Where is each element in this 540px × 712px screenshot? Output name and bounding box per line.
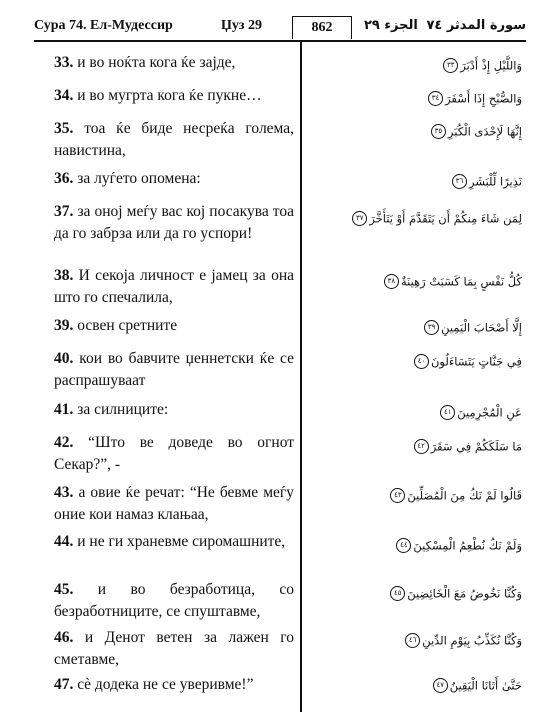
verse-number: 42.	[54, 434, 74, 451]
arabic-text: لِمَن شَاءَ مِنكُمْ أَن يَتَقَدَّمَ أَوْ يَتَأَخَّرَ	[369, 211, 522, 226]
ayah-marker: ٤٧	[433, 678, 448, 693]
verse-text: кои во бавчите џеннетски ќе се распрашуваат	[54, 350, 294, 389]
ayah-marker: ٤٠	[414, 354, 429, 369]
verse-text: а овие ќе речат: “Не бевме меѓу оние кои намаз клањаа,	[54, 484, 294, 523]
ayah-marker: ٣٨	[384, 274, 399, 289]
ayah-marker: ٣٧	[352, 211, 367, 226]
verse-40-translation	[54, 348, 294, 392]
verse-text: и не ги храневме сиромашните,	[77, 533, 286, 550]
verse-41-translation	[54, 399, 294, 421]
verse-42-arabic	[318, 437, 522, 455]
sura-title: Сура 74. Ел-Мудессир	[34, 18, 173, 33]
verse-number: 35.	[54, 120, 74, 137]
arabic-text: وَلَمْ نَكُ نُطْعِمُ الْمِسْكِينَ	[413, 538, 522, 553]
juz-label: Џуз 29	[221, 18, 263, 33]
verse-number: 47.	[54, 676, 74, 693]
verse-47-arabic	[318, 676, 522, 694]
ayah-marker: ٤٤	[396, 538, 411, 553]
verse-text: и во ноќта кога ќе зајде,	[77, 54, 236, 71]
ayah-marker: ٤٥	[390, 586, 405, 601]
verse-text: и во безработица, со безработниците, се спуштавме,	[54, 581, 294, 620]
verse-number: 41.	[54, 401, 74, 418]
verse-36-translation	[54, 168, 294, 190]
verse-number: 45.	[54, 581, 74, 598]
verse-number: 34.	[54, 87, 74, 104]
verse-38-translation	[54, 265, 294, 309]
verse-text: “Што ве доведе во огнот Секар?”, -	[54, 434, 295, 473]
arabic-text: وَكُنَّا نَخُوضُ مَعَ الْخَائِضِينَ	[407, 586, 522, 601]
arabic-text: عَنِ الْمُجْرِمِينَ	[457, 405, 522, 420]
verse-39-translation	[54, 315, 294, 337]
verse-39-arabic	[318, 318, 522, 336]
verse-text: тоа ќе биде несреќа голема, навистина,	[54, 120, 295, 159]
verse-number: 37.	[54, 203, 74, 220]
ayah-marker: ٤٢	[414, 439, 429, 454]
verse-number: 36.	[54, 170, 74, 187]
arabic-text: فِي جَنَّاتٍ يَتَسَاءَلُونَ	[430, 354, 522, 369]
ayah-marker: ٣٥	[431, 124, 446, 139]
verse-38-arabic	[318, 272, 522, 290]
ayah-marker: ٣٩	[424, 320, 439, 335]
verse-42-translation	[54, 432, 294, 476]
arabic-text: وَالصُّبْحِ إِذَا أَسْفَرَ	[445, 91, 522, 106]
ayah-marker: ٤٣	[390, 488, 405, 503]
ayah-marker: ٣٣	[443, 58, 458, 73]
verse-33-translation	[54, 52, 294, 74]
verse-46-arabic	[318, 631, 522, 649]
ayah-marker: ٤١	[440, 405, 455, 420]
verse-35-arabic	[318, 122, 522, 140]
arabic-text: إِلَّا أَصْحَابَ الْيَمِينِ	[441, 320, 522, 335]
verse-41-arabic	[318, 403, 522, 421]
arabic-text: مَا سَلَكَكُمْ فِي سَقَرَ	[430, 439, 522, 454]
verse-37-arabic	[318, 209, 522, 227]
ayah-marker: ٤٦	[405, 633, 420, 648]
column-divider	[300, 40, 302, 712]
page-number: 862	[292, 16, 352, 39]
verse-number: 39.	[54, 317, 74, 334]
verse-text: за луѓето опомена:	[77, 170, 201, 187]
arabic-text: إِنَّهَا لَإِحْدَى الْكُبَرِ	[447, 124, 522, 139]
arabic-text: وَاللَّيْلِ إِذْ أَدْبَرَ	[460, 58, 522, 73]
verse-text: сè додека не се уверивме!”	[77, 676, 254, 693]
verse-text: за силниците:	[77, 401, 169, 418]
verse-number: 44.	[54, 533, 74, 550]
arabic-text: كُلُّ نَفْسٍ بِمَا كَسَبَتْ رَهِينَةٌ	[400, 274, 522, 289]
verse-34-arabic	[318, 89, 522, 107]
verse-text: освен сретните	[77, 317, 178, 334]
arabic-text: نَذِيرًا لِّلْبَشَرِ	[468, 174, 522, 189]
ayah-marker: ٣٦	[452, 174, 467, 189]
verse-35-translation	[54, 118, 294, 162]
arabic-sura-title: سورة المدثر ٧٤	[426, 18, 526, 33]
verse-text: и Денот ветен за лажен го сметавме,	[54, 629, 294, 668]
verse-number: 38.	[54, 267, 74, 284]
verse-number: 33.	[54, 54, 74, 71]
verse-number: 40.	[54, 350, 74, 367]
verse-46-translation	[54, 627, 294, 671]
verse-33-arabic	[318, 56, 522, 74]
verse-45-arabic	[318, 584, 522, 602]
verse-40-arabic	[318, 352, 522, 370]
verse-number: 43.	[54, 484, 74, 501]
verse-34-translation	[54, 85, 294, 107]
verse-47-translation	[54, 674, 294, 696]
verse-36-arabic	[318, 172, 522, 190]
verse-43-translation	[54, 482, 294, 526]
arabic-text: حَتَّىٰ أَتَانَا الْيَقِينُ	[449, 678, 522, 693]
arabic-text: قَالُوا لَمْ نَكُ مِنَ الْمُصَلِّينَ	[407, 488, 522, 503]
page-header	[34, 14, 526, 42]
arabic-text: وَكُنَّا نُكَذِّبُ بِيَوْمِ الدِّينِ	[422, 633, 522, 648]
verse-number: 46.	[54, 629, 74, 646]
verse-44-translation	[54, 531, 294, 553]
ayah-marker: ٣٤	[428, 91, 443, 106]
arabic-juz-label: الجزء ٢٩	[364, 18, 418, 33]
verse-text: И секоја личност е јамец за она што го спечалила,	[54, 267, 294, 306]
verse-37-translation	[54, 201, 294, 245]
verse-43-arabic	[318, 486, 522, 504]
verse-text: за оној меѓу вас кој посакува тоа да го забрза или да го успори!	[54, 203, 294, 242]
verse-45-translation	[54, 579, 294, 623]
verse-44-arabic	[318, 536, 522, 554]
verse-text: и во мугрта кога ќе пукне…	[77, 87, 262, 104]
